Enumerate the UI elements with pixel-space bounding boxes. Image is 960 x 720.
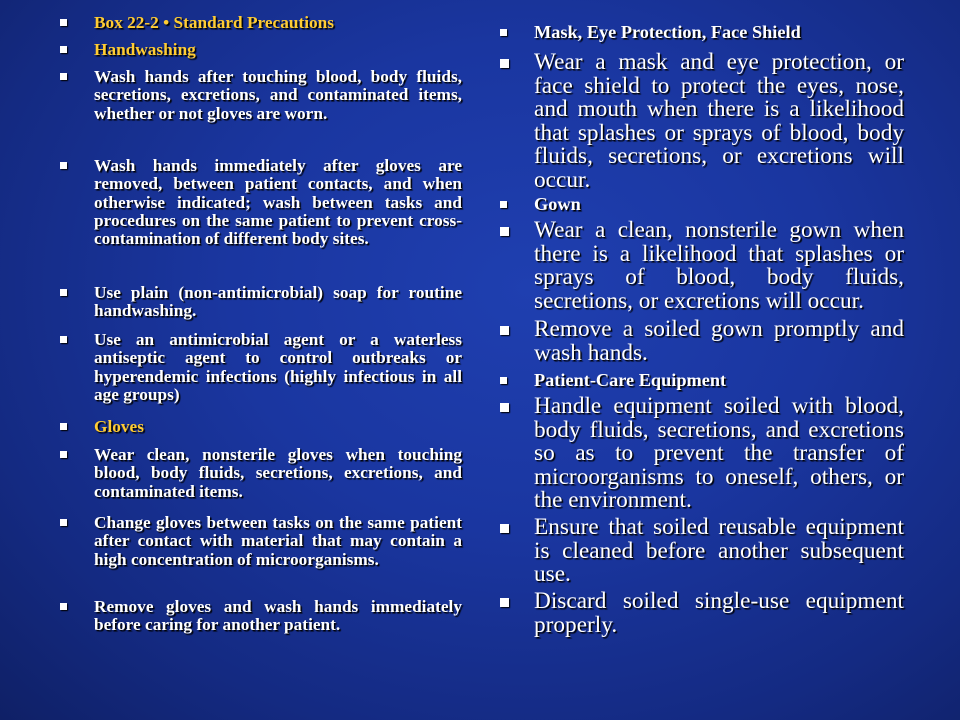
square-bullet-icon	[500, 403, 509, 412]
square-bullet-icon	[500, 29, 507, 36]
square-bullet-icon	[500, 377, 507, 384]
gown-bullet-2: Remove a soiled gown promptly and wash hands.	[500, 318, 904, 365]
gloves-bullet-2: Change gloves between tasks on the same patient after contact with material that may contain a high concentration of microorganisms.	[60, 514, 462, 569]
handwashing-heading	[60, 41, 462, 59]
hw4-after: (highly infectious in all age groups)	[94, 366, 462, 404]
handwashing-bullet-2: Wash hands immediately after gloves are removed, between patient contacts, and when otherwise indicated; wash between tasks and procedures on the same patient to prevent cross-contamination of different body sites.	[60, 157, 462, 248]
box-title-text: Box 22-2 • Standard Precautions	[94, 13, 335, 32]
gloves-heading-text: Gloves	[94, 417, 144, 436]
square-bullet-icon	[60, 603, 67, 610]
square-bullet-icon	[500, 201, 507, 208]
equipment-bullet-1: Handle equipment soiled with blood, body fluids, secretions, and excretions so as to prevent the transfer of microorganisms to oneself, others, or the environment.	[500, 395, 904, 513]
square-bullet-icon	[500, 227, 509, 236]
square-bullet-icon	[60, 46, 67, 53]
square-bullet-icon	[60, 19, 67, 26]
equipment-bullet-3: Discard soiled single-use equipment properly.	[500, 590, 904, 637]
mask-bullet-1: Wear a mask and eye protection, or face shield to protect the eyes, nose, and mouth when there is a likelihood that splashes or sprays of blood, body fluids, secretions, or excretions will occur.	[500, 51, 904, 193]
square-bullet-icon	[500, 326, 509, 335]
gloves-bullet-1: Wear clean, nonsterile gloves when touching blood, body fluids, secretions, excretions, and contaminated items.	[60, 446, 462, 501]
hyperendemic-term: hyperendemic infections	[94, 366, 277, 386]
gown-heading-text: Gown	[534, 194, 581, 214]
square-bullet-icon	[500, 59, 509, 68]
handwashing-bullet-1: Wash hands after touching blood, body fluids, secretions, excretions, and contaminated items, whether or not gloves are worn.	[60, 68, 462, 123]
square-bullet-icon	[500, 598, 509, 607]
equipment-bullet-2: Ensure that soiled reusable equipment is cleaned before another subsequent use.	[500, 516, 904, 587]
gown-heading	[500, 194, 904, 215]
box-title	[60, 14, 462, 32]
square-bullet-icon	[60, 289, 67, 296]
square-bullet-icon	[60, 423, 67, 430]
equipment-heading	[500, 370, 904, 391]
handwashing-bullet-4	[60, 331, 462, 404]
square-bullet-icon	[60, 162, 67, 169]
hw4-before: Use an antimicrobial agent or a waterless antiseptic agent to control outbreaks or	[94, 330, 462, 368]
square-bullet-icon	[60, 336, 67, 343]
gown-bullet-1: Wear a clean, nonsterile gown when there is a likelihood that splashes or sprays of blood, body fluids, secretions, or excretions will occur.	[500, 219, 904, 313]
gloves-heading	[60, 418, 462, 436]
mask-heading	[500, 22, 904, 43]
square-bullet-icon	[60, 519, 67, 526]
gloves-bullet-3: Remove gloves and wash hands immediately before caring for another patient.	[60, 598, 462, 635]
square-bullet-icon	[60, 451, 67, 458]
handwashing-bullet-3: Use plain (non-antimicrobial) soap for routine handwashing.	[60, 284, 462, 321]
handwashing-heading-text: Handwashing	[94, 40, 196, 59]
equipment-heading-text: Patient-Care Equipment	[534, 370, 727, 390]
square-bullet-icon	[60, 73, 67, 80]
mask-heading-text: Mask, Eye Protection, Face Shield	[534, 22, 801, 42]
square-bullet-icon	[500, 524, 509, 533]
